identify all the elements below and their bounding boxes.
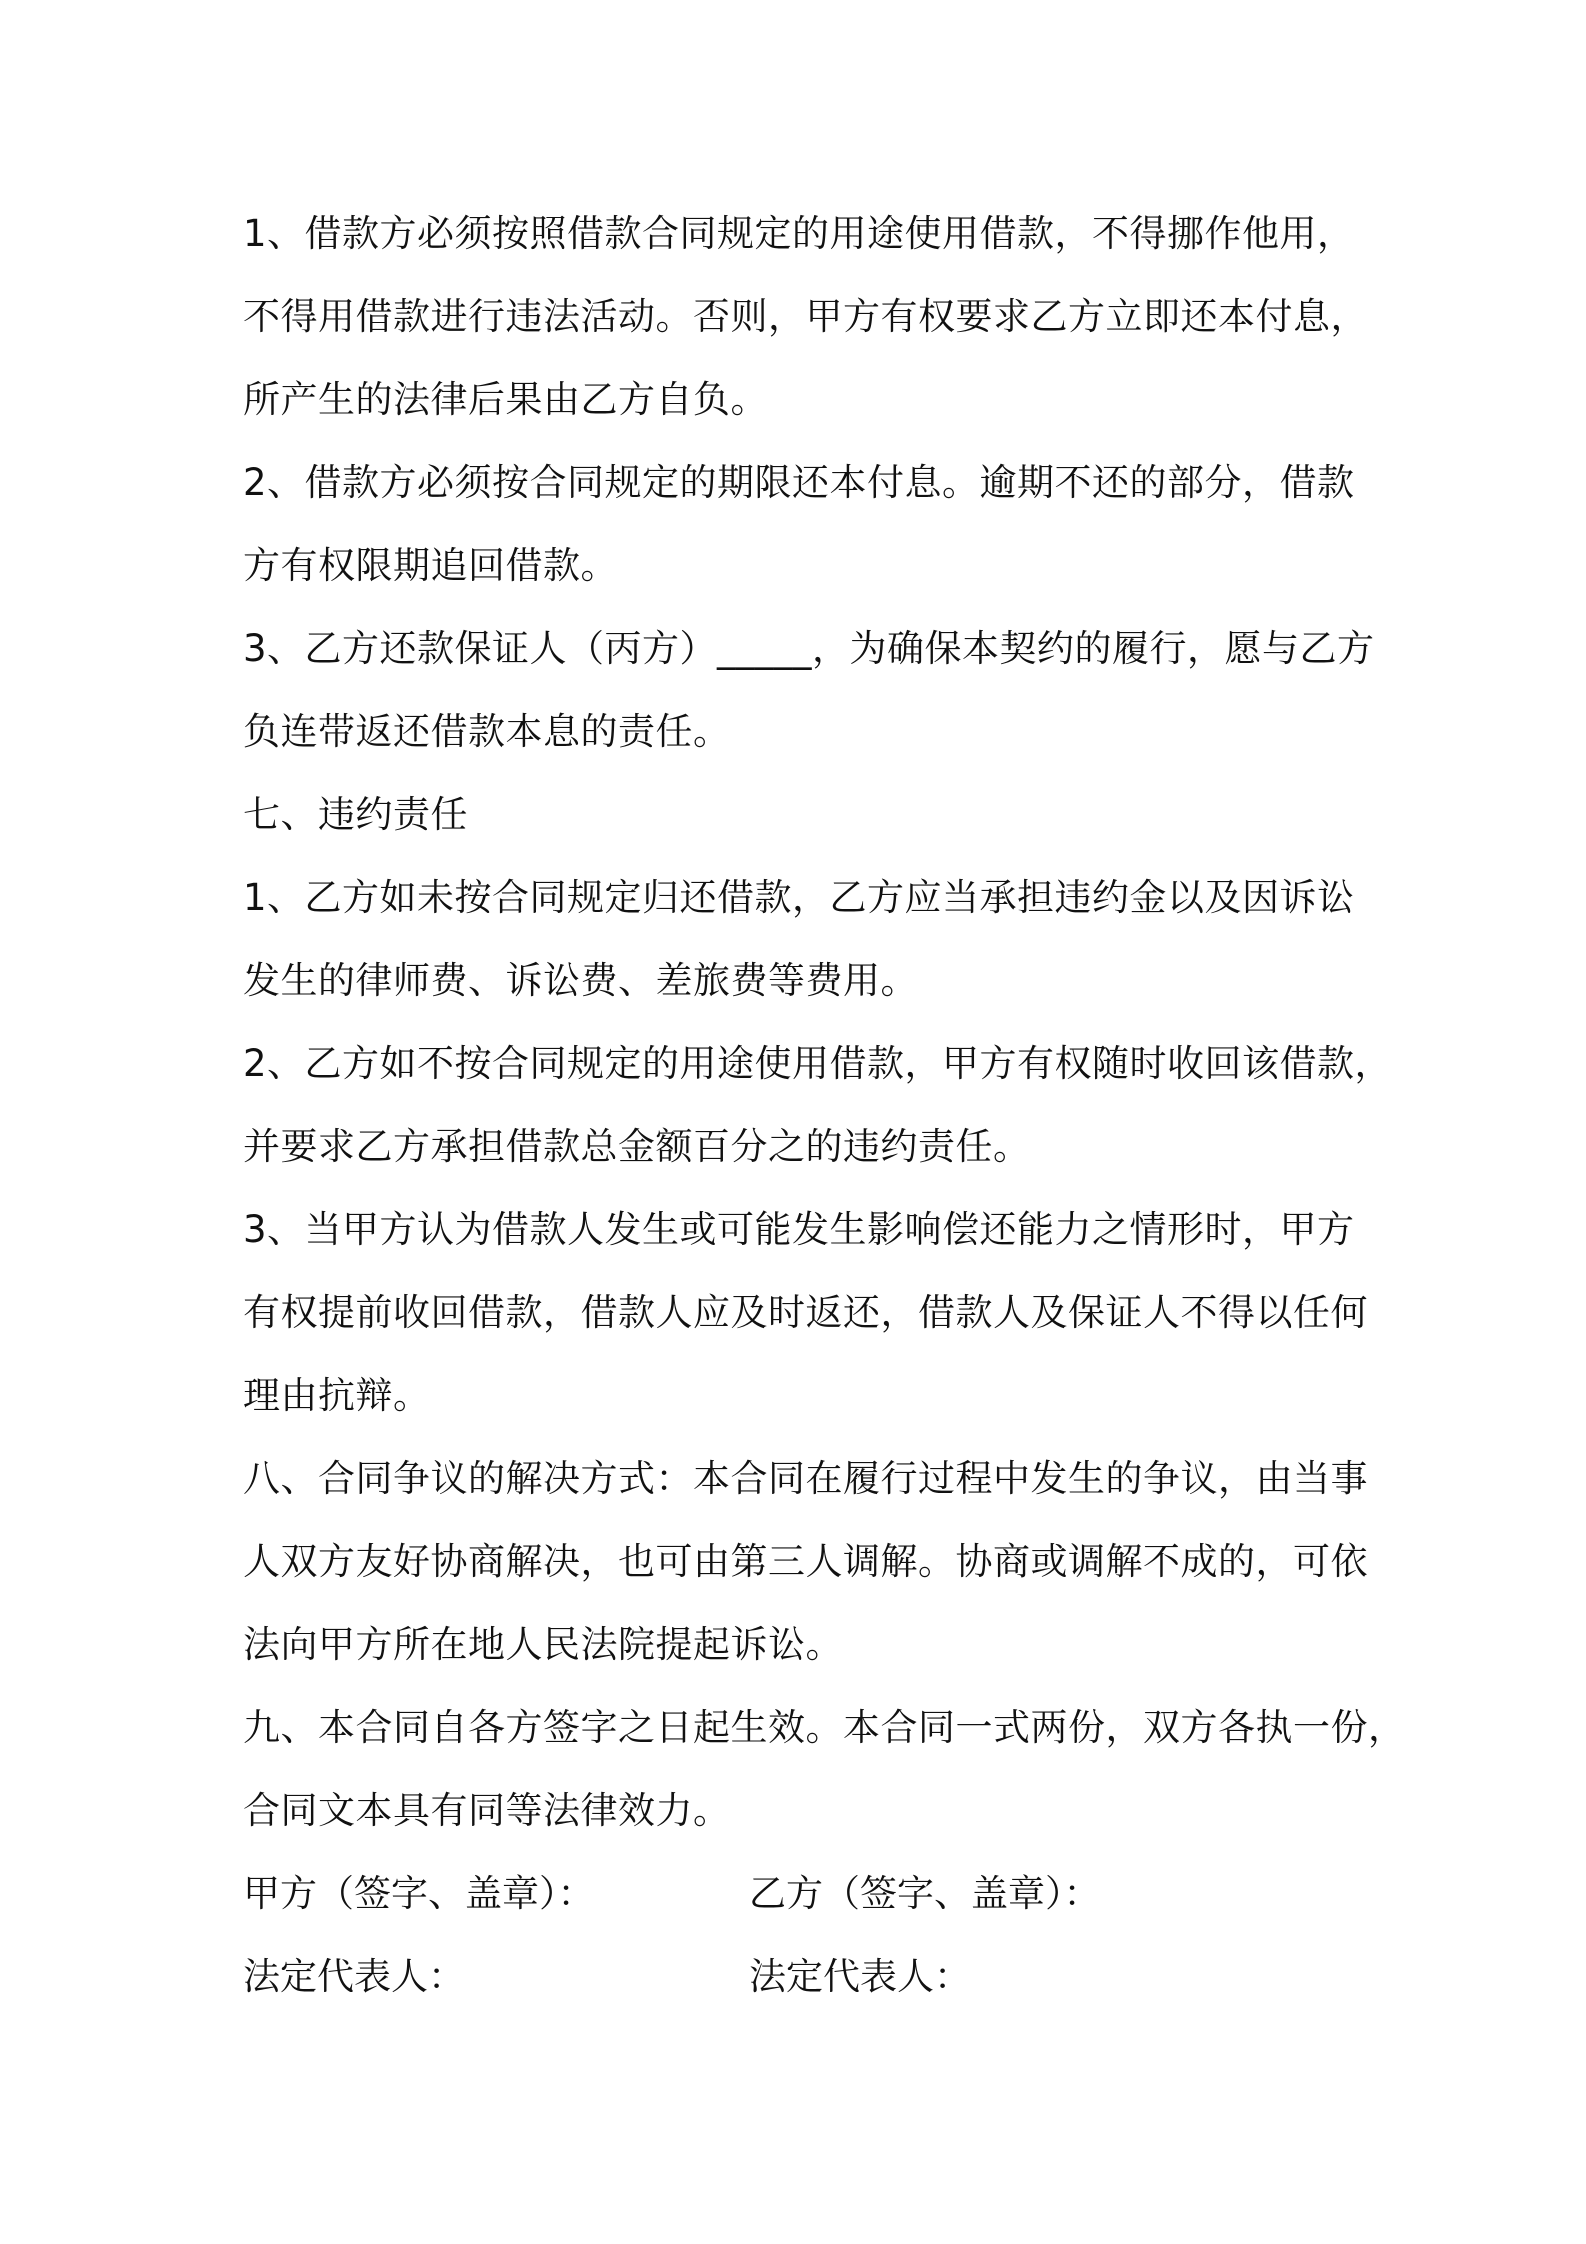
clause-3-line-1: 3、乙方还款保证人（丙方）_____，为确保本契约的履行，愿与乙方	[243, 627, 1375, 670]
section-7-heading: 七、违约责任	[243, 793, 468, 836]
party-a-representative-label: 法定代表人：	[243, 1955, 465, 1998]
clause-2-line-2: 方有权限期追回借款。	[243, 544, 618, 587]
clause-2-line-1: 2、借款方必须按合同规定的期限还本付息。逾期不还的部分，借款	[243, 461, 1355, 504]
party-b-signature-label: 乙方（签字、盖章）：	[749, 1872, 1101, 1915]
section-7-item-3-line-1: 3、当甲方认为借款人发生或可能发生影响偿还能力之情形时，甲方	[243, 1208, 1355, 1251]
section-7-item-1-line-1: 1、乙方如未按合同规定归还借款，乙方应当承担违约金以及因诉讼	[243, 876, 1355, 919]
section-7-item-3-line-2: 有权提前收回借款，借款人应及时返还，借款人及保证人不得以任何	[243, 1291, 1368, 1334]
section-8-line-3: 法向甲方所在地人民法院提起诉讼。	[243, 1623, 843, 1666]
section-8-line-2: 人双方友好协商解决，也可由第三人调解。协商或调解不成的，可依	[243, 1540, 1368, 1583]
signature-row	[243, 1852, 1368, 1935]
section-7-item-3-line-3: 理由抗辩。	[243, 1374, 431, 1417]
clause-1-line-1: 1、借款方必须按照借款合同规定的用途使用借款，不得挪作他用，	[243, 212, 1355, 255]
section-9-line-1: 九、本合同自各方签字之日起生效。本合同一式两份，双方各执一份，	[243, 1706, 1406, 1749]
section-7-item-2-line-2: 并要求乙方承担借款总金额百分之的违约责任。	[243, 1125, 1031, 1168]
section-7-item-1-line-2: 发生的律师费、诉讼费、差旅费等费用。	[243, 959, 918, 1002]
clause-1-line-3: 所产生的法律后果由乙方自负。	[243, 378, 768, 421]
clause-3-line-2: 负连带返还借款本息的责任。	[243, 710, 731, 753]
section-8-line-1: 八、合同争议的解决方式：本合同在履行过程中发生的争议，由当事	[243, 1457, 1368, 1500]
representative-row	[243, 1935, 1368, 2018]
clause-1-line-2: 不得用借款进行违法活动。否则，甲方有权要求乙方立即还本付息，	[243, 295, 1368, 338]
section-9-line-2: 合同文本具有同等法律效力。	[243, 1789, 731, 1832]
party-a-signature-label: 甲方（签字、盖章）：	[243, 1872, 595, 1915]
document-body	[243, 192, 1406, 2018]
section-7-item-2-line-1: 2、乙方如不按合同规定的用途使用借款，甲方有权随时收回该借款，	[243, 1042, 1393, 1085]
party-b-representative-label: 法定代表人：	[749, 1955, 971, 1998]
